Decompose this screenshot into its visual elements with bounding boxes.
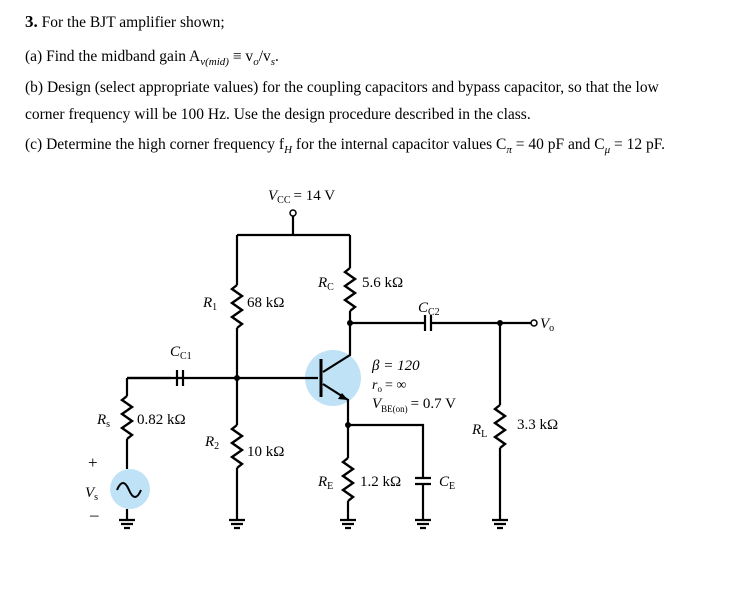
r2-ground-icon — [229, 520, 245, 528]
rc-value: 5.6 kΩ — [362, 275, 404, 291]
cc2-label: $C_{C2}$ — [418, 300, 440, 318]
rc-label: $R_C$ — [318, 275, 334, 293]
part-a-sub: v(mid) — [200, 56, 229, 69]
part-a-tail: ≡ v — [232, 48, 254, 65]
part-c-h: H — [284, 144, 293, 157]
ro-param: $r_o$ = ∞ — [372, 378, 407, 394]
vs-label: $V_s$ — [85, 485, 99, 503]
r2-label: $R_2$ — [205, 434, 220, 452]
rl-ground-icon — [492, 448, 508, 528]
vo-terminal — [531, 320, 537, 326]
re-value: 1.2 kΩ — [360, 474, 402, 490]
vs-plus: + — [88, 453, 98, 472]
part-c-end: = 12 pF. — [610, 136, 666, 153]
part-a-text: (a) Find the midband gain A — [25, 48, 201, 65]
ce-label: $C_E$ — [439, 474, 456, 492]
vcc-rail — [237, 216, 350, 235]
part-c-pi: π — [506, 144, 512, 157]
r2-resistor — [232, 425, 242, 468]
part-b-line-2: corner frequency will be 100 Hz. Use the design procedure described in the class. — [25, 106, 531, 123]
rl-value: 3.3 kΩ — [517, 417, 559, 433]
vs-minus: – — [90, 505, 99, 524]
r1-resistor — [232, 285, 242, 328]
re-label: $R_E$ — [318, 474, 334, 492]
part-c-mid: for the internal capacitor values C — [292, 136, 507, 153]
r1-label: $R_1$ — [203, 295, 218, 313]
rc-resistor — [345, 268, 355, 311]
bjt-amplifier-schematic — [0, 170, 737, 610]
part-a-end: . — [275, 48, 279, 65]
part-a-s: s — [270, 56, 276, 69]
rs-label: $R_s$ — [97, 412, 111, 430]
vs-ground-icon — [119, 509, 135, 528]
part-c — [25, 135, 665, 160]
part-c-text: (c) Determine the high corner frequency f — [25, 136, 285, 153]
rs-value: 0.82 kΩ — [137, 412, 186, 428]
cc1-label: $C_{C1}$ — [170, 344, 192, 362]
vo-label: $V_o$ — [540, 316, 555, 334]
emitter-wire — [348, 425, 423, 478]
cc2-capacitor — [350, 315, 531, 331]
vcc-label: $V_{CC} = 14$ V — [268, 188, 336, 206]
beta-param: β = 120 — [372, 358, 420, 374]
question-title — [25, 12, 225, 33]
rl-label: $R_L$ — [472, 422, 488, 440]
r1-value: 68 kΩ — [247, 295, 285, 311]
re-resistor — [343, 458, 353, 501]
part-c-mid2: = 40 pF and C — [511, 136, 605, 153]
part-a — [25, 47, 279, 72]
base-node — [234, 375, 240, 381]
question-number: 3. — [25, 12, 38, 31]
vbe-param: $V_{BE(on)} = 0.7$ V — [372, 396, 456, 414]
part-a-slash: /v — [258, 48, 271, 65]
part-a-o: o — [253, 56, 259, 69]
part-b-line-1: (b) Design (select appropriate values) for the coupling capacitors and bypass capacitor, so that the low — [25, 79, 659, 96]
ce-capacitor — [415, 478, 431, 528]
vcc-terminal — [290, 210, 296, 216]
rs-resistor — [122, 396, 132, 439]
question-intro: For the BJT amplifier shown; — [41, 14, 225, 31]
r2-value: 10 kΩ — [247, 444, 285, 460]
part-c-mu: μ — [604, 144, 611, 157]
rl-resistor — [495, 405, 505, 448]
source-highlight — [110, 469, 150, 509]
